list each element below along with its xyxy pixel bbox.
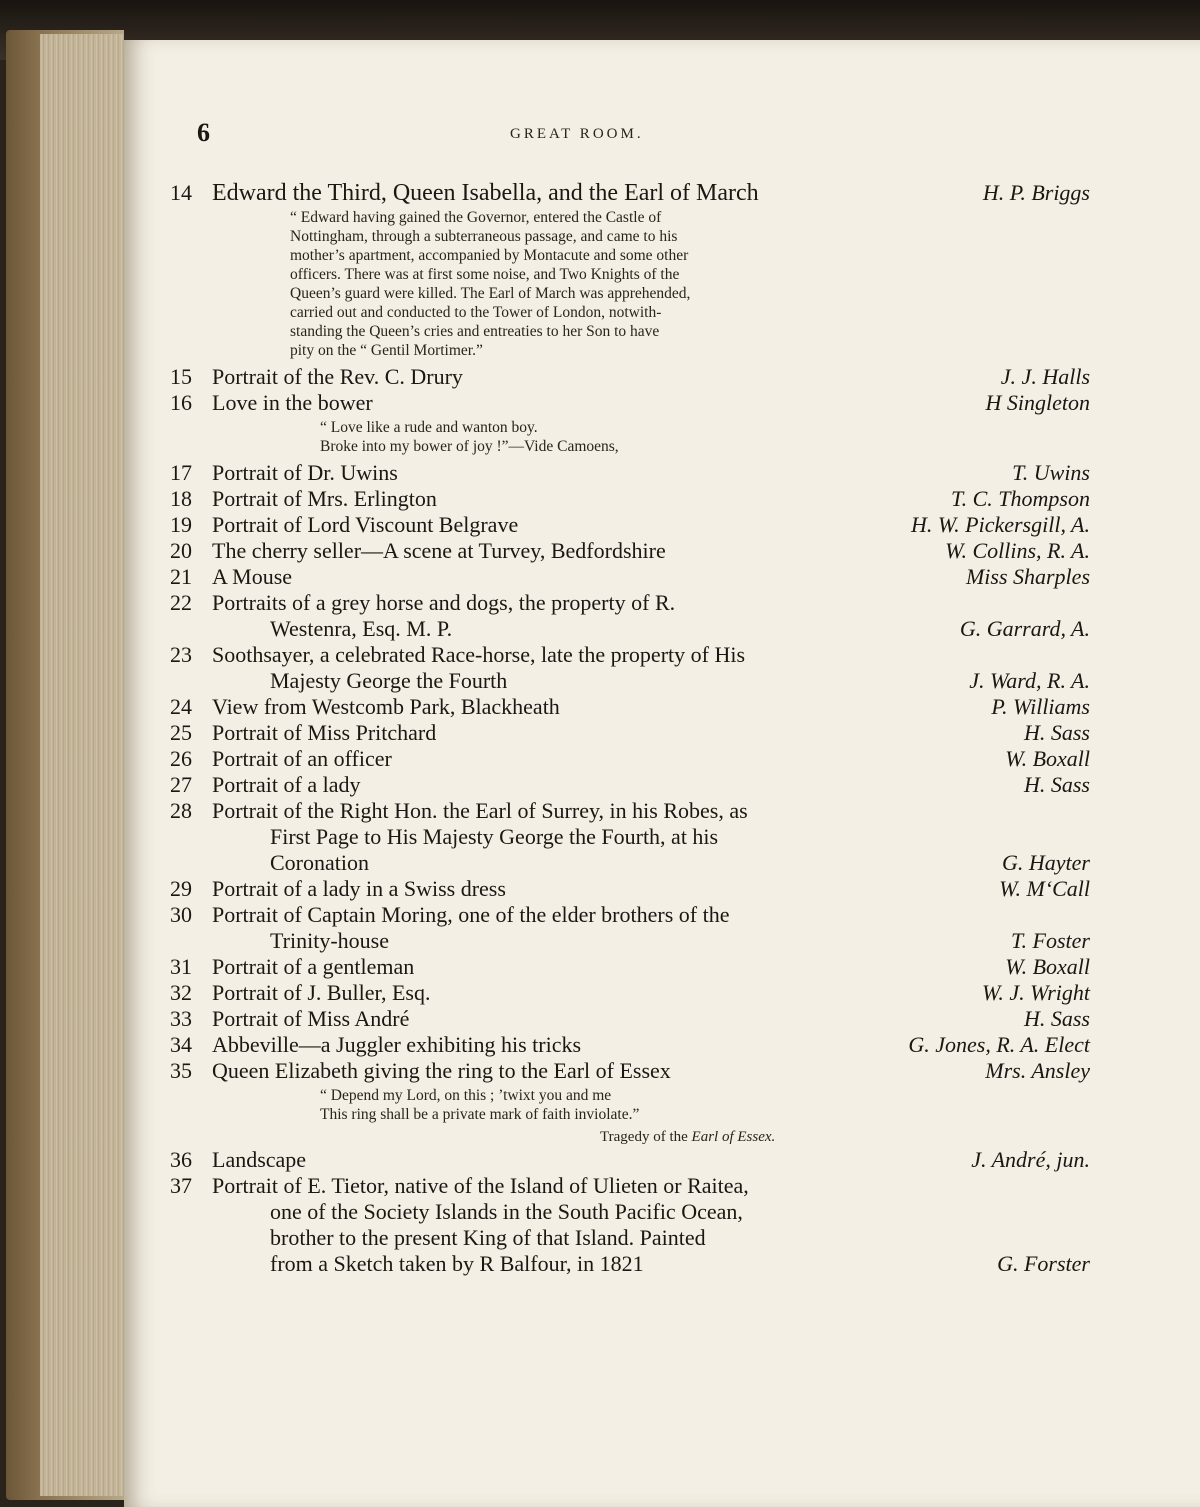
catalogue-entry <box>170 460 1090 486</box>
entry-line <box>170 1147 1090 1173</box>
entry-artist: G. Hayter <box>1002 850 1090 875</box>
entry-title: Love in the bower <box>212 390 373 415</box>
entry-artist: H. Sass <box>1023 720 1090 745</box>
quote-line: This ring shall be a private mark of faith inviolate.” <box>320 1106 640 1123</box>
catalogue-entry <box>170 180 1090 360</box>
catalogue-entry <box>170 720 1090 746</box>
entry-line <box>170 954 1090 980</box>
entry-continuation-text: Westenra, Esq. M. P. <box>270 616 453 641</box>
entry-title: A Mouse <box>212 564 293 589</box>
entry-number: 34 <box>170 1032 192 1057</box>
entry-quote <box>170 1086 1090 1124</box>
entry-quote <box>170 208 1090 360</box>
entry-artist: H. Sass <box>1023 772 1090 797</box>
entry-artist: W. J. Wright <box>982 980 1090 1005</box>
catalogue-entry <box>170 512 1090 538</box>
page-number: 6 <box>197 118 210 147</box>
entry-line <box>170 876 1090 902</box>
catalogue-entry <box>170 364 1090 390</box>
entry-continuation <box>170 850 1090 876</box>
entry-artist: G. Forster <box>997 1251 1090 1276</box>
entry-number: 22 <box>170 590 192 615</box>
entry-number: 33 <box>170 1006 192 1031</box>
entry-number: 27 <box>170 772 192 797</box>
entry-line <box>170 180 1090 206</box>
catalogue-entry <box>170 876 1090 902</box>
catalogue-entry <box>170 798 1090 876</box>
entry-line <box>170 1058 1090 1084</box>
entry-title: Abbeville—a Juggler exhibiting his tricks <box>212 1032 582 1057</box>
entry-line <box>170 486 1090 512</box>
entry-title: View from Westcomb Park, Blackheath <box>212 694 560 719</box>
entry-artist: G. Garrard, A. <box>959 616 1090 641</box>
entry-line <box>170 538 1090 564</box>
entry-artist: W. M‘Call <box>999 876 1090 901</box>
entry-number: 17 <box>170 460 192 485</box>
entry-title: Portrait of Captain Moring, one of the elder brothers of the <box>212 902 730 927</box>
entry-line <box>170 1173 1090 1199</box>
entry-title: Portrait of E. Tietor, native of the Island of Ulieten or Raitea, <box>212 1173 749 1198</box>
entry-artist: H. Sass <box>1023 1006 1090 1031</box>
entry-title: Portrait of a lady in a Swiss dress <box>212 876 506 901</box>
entry-artist: Mrs. Ansley <box>985 1058 1090 1083</box>
quote-line: carried out and conducted to the Tower of London, notwith- <box>290 304 662 321</box>
quote-line: “ Edward having gained the Governor, entered the Castle of <box>290 209 662 226</box>
entry-number: 36 <box>170 1147 192 1172</box>
catalogue-entries <box>170 180 1090 1277</box>
entry-line <box>170 460 1090 486</box>
entry-artist: J. André, jun. <box>971 1147 1090 1172</box>
catalogue-entry <box>170 486 1090 512</box>
catalogue-entry <box>170 390 1090 456</box>
entry-artist: W. Boxall <box>1005 954 1090 979</box>
entry-number: 19 <box>170 512 192 537</box>
entry-continuation <box>170 928 1090 954</box>
entry-title: Edward the Third, Queen Isabella, and the Earl of March <box>212 180 759 206</box>
quote-line: “ Love like a rude and wanton boy. <box>320 419 538 436</box>
attribution-prefix: Tragedy of the <box>600 1129 688 1145</box>
entry-title: Portrait of J. Buller, Esq. <box>212 980 431 1005</box>
entry-number: 21 <box>170 564 192 589</box>
entry-artist: Miss Sharples <box>965 564 1090 589</box>
entry-line <box>170 720 1090 746</box>
catalogue-entry <box>170 642 1090 694</box>
catalogue-entry <box>170 1173 1090 1277</box>
catalogue-entry <box>170 1058 1090 1147</box>
quote-line: “ Depend my Lord, on this ; ’twixt you and me <box>320 1087 612 1104</box>
entry-artist: G. Jones, R. A. Elect <box>908 1032 1090 1057</box>
entry-title: Portraits of a grey horse and dogs, the property of R. <box>212 590 676 615</box>
entry-number: 16 <box>170 390 192 415</box>
entry-title: Portrait of Miss André <box>212 1006 410 1031</box>
entry-title: Portrait of Lord Viscount Belgrave <box>212 512 519 537</box>
entry-continuation-text: one of the Society Islands in the South Pacific Ocean, <box>270 1199 743 1224</box>
entry-line <box>170 642 1090 668</box>
entry-number: 20 <box>170 538 192 563</box>
quote-attribution <box>170 1128 1090 1147</box>
entry-line <box>170 746 1090 772</box>
entry-artist: P. Williams <box>991 694 1090 719</box>
entry-artist: H. W. Pickersgill, A. <box>910 512 1090 537</box>
entry-number: 29 <box>170 876 192 901</box>
catalogue-entry <box>170 954 1090 980</box>
quote-line: officers. There was at first some noise, and Two Knights of the <box>290 266 680 283</box>
entry-continuation <box>170 824 1090 850</box>
catalogue-entry <box>170 590 1090 642</box>
entry-number: 28 <box>170 798 192 823</box>
entry-title: Portrait of an officer <box>212 746 392 771</box>
entry-number: 25 <box>170 720 192 745</box>
entry-title: Portrait of Mrs. Erlington <box>212 486 437 511</box>
entry-continuation-text: First Page to His Majesty George the Fourth, at his <box>270 824 719 849</box>
entry-continuation-text: Majesty George the Fourth <box>270 668 508 693</box>
page-stack-edge <box>40 34 124 1496</box>
entry-continuation-text: Coronation <box>270 850 369 875</box>
entry-line <box>170 1032 1090 1058</box>
entry-title: Queen Elizabeth giving the ring to the Earl of Essex <box>212 1058 671 1083</box>
entry-artist: T. Foster <box>1010 928 1090 953</box>
entry-title: Portrait of Dr. Uwins <box>212 460 398 485</box>
entry-line <box>170 590 1090 616</box>
entry-continuation <box>170 668 1090 694</box>
entry-title: Portrait of a gentleman <box>212 954 415 979</box>
quote-line: Broke into my bower of joy !”—Vide Camoens, <box>320 438 619 455</box>
entry-artist: J. Ward, R. A. <box>969 668 1090 693</box>
catalogue-entry <box>170 746 1090 772</box>
catalogue-entry <box>170 772 1090 798</box>
entry-number: 35 <box>170 1058 192 1083</box>
entry-number: 15 <box>170 364 192 389</box>
entry-line <box>170 1006 1090 1032</box>
entry-line <box>170 364 1090 390</box>
entry-continuation <box>170 1251 1090 1277</box>
quote-line: Nottingham, through a subterraneous passage, and came to his <box>290 228 678 245</box>
entry-line <box>170 564 1090 590</box>
entry-number: 31 <box>170 954 192 979</box>
entry-line <box>170 980 1090 1006</box>
catalogue-entry <box>170 538 1090 564</box>
entry-artist: H Singleton <box>985 390 1090 415</box>
entry-artist: T. C. Thompson <box>951 486 1090 511</box>
entry-continuation <box>170 1199 1090 1225</box>
catalogue-entry <box>170 1006 1090 1032</box>
entry-number: 14 <box>170 180 192 205</box>
entry-continuation <box>170 1225 1090 1251</box>
entry-line <box>170 798 1090 824</box>
entry-artist: W. Collins, R. A. <box>945 538 1090 563</box>
entry-line <box>170 772 1090 798</box>
quote-line: Queen’s guard were killed. The Earl of March was apprehended, <box>290 285 691 302</box>
entry-title: Landscape <box>212 1147 307 1172</box>
entry-line <box>170 694 1090 720</box>
entry-artist: W. Boxall <box>1005 746 1090 771</box>
entry-title: Soothsayer, a celebrated Race-horse, late the property of His <box>212 642 746 667</box>
catalogue-entry <box>170 902 1090 954</box>
quote-line: mother’s apartment, accompanied by Montacute and some other <box>290 247 689 264</box>
entry-continuation-text: brother to the present King of that Island. Painted <box>270 1225 706 1250</box>
catalogue-entry <box>170 694 1090 720</box>
entry-title: Portrait of the Rev. C. Drury <box>212 364 463 389</box>
running-head: GREAT ROOM. <box>510 126 644 142</box>
entry-continuation-text: from a Sketch taken by R Balfour, in 1821 <box>270 1251 644 1276</box>
entry-title: Portrait of a lady <box>212 772 361 797</box>
entry-title: Portrait of Miss Pritchard <box>212 720 437 745</box>
entry-artist: T. Uwins <box>1012 460 1090 485</box>
entry-line <box>170 512 1090 538</box>
attribution-title: Earl of Essex. <box>691 1129 776 1145</box>
entry-line <box>170 390 1090 416</box>
catalogue-entry <box>170 980 1090 1006</box>
catalogue-entry <box>170 564 1090 590</box>
entry-number: 26 <box>170 746 192 771</box>
entry-number: 32 <box>170 980 192 1005</box>
quote-line: pity on the “ Gentil Mortimer.” <box>290 342 483 359</box>
catalogue-entry <box>170 1147 1090 1173</box>
entry-title: Portrait of the Right Hon. the Earl of Surrey, in his Robes, as <box>212 798 748 823</box>
entry-artist: H. P. Briggs <box>982 180 1090 205</box>
entry-continuation-text: Trinity-house <box>270 928 389 953</box>
entry-number: 23 <box>170 642 192 667</box>
entry-number: 37 <box>170 1173 192 1198</box>
entry-continuation <box>170 616 1090 642</box>
quote-line: standing the Queen’s cries and entreaties to her Son to have <box>290 323 660 340</box>
entry-number: 24 <box>170 694 192 719</box>
entry-number: 30 <box>170 902 192 927</box>
entry-line <box>170 902 1090 928</box>
entry-title: The cherry seller—A scene at Turvey, Bedfordshire <box>212 538 666 563</box>
catalogue-entry <box>170 1032 1090 1058</box>
entry-artist: J. J. Halls <box>1000 364 1090 389</box>
entry-quote <box>170 418 1090 456</box>
entry-number: 18 <box>170 486 192 511</box>
